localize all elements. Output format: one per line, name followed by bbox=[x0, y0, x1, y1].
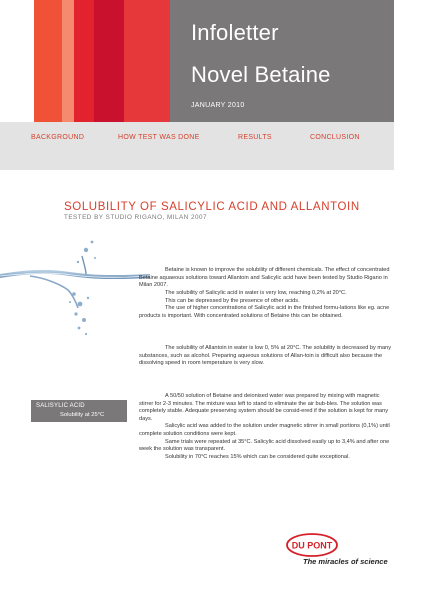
salicylic-text-1: The solubility of Salicylic acid in water is very low, reaching 0,2% at 20°C. bbox=[165, 290, 347, 296]
salicylic-text-3: The use of higher concentrations of Salicylic acid in the finished formu-lations like eg. acne products is important. With concentrated solutions of Betaine this can be obtained. bbox=[139, 305, 390, 319]
dupont-logo bbox=[286, 533, 338, 557]
issue-date: JANUARY 2010 bbox=[191, 102, 245, 109]
sidebar-box bbox=[31, 400, 127, 422]
method-text-1: A 50/50 solution of Betaine and deionised water was prepared by mixing with magnetic stirrer for 2-3 minutes. The mixture was left to stand to eliminate the air bub-bles. The solution was completely stable. Adequate preserving system should be consid-ered if the solution is kept for many days. bbox=[139, 393, 389, 422]
nav-results[interactable]: RESULTS bbox=[238, 134, 272, 141]
intro-text: Betaine is known to improve the solubility of different chemicals. The effect of concentrated Betaine aquaeous solutions toward Allantoin and Salicylic acid have been tested by Studio Rigano in Milan 2007. bbox=[139, 267, 390, 289]
stripe-red bbox=[124, 0, 170, 122]
tagline: The miracles of science bbox=[303, 557, 388, 566]
stripe-mid bbox=[74, 0, 94, 122]
method-block bbox=[139, 393, 391, 461]
stripe-light bbox=[34, 0, 62, 122]
allantoin-text: The solubility of Allantoin in water is low 0, 5% at 20°C. The solubility is decreased by many substances, such as alcohol. Preparing aqueous solutions of Allan-toin is difficult also because the dissolving speed in room temperature is very slow. bbox=[139, 345, 391, 367]
header-band bbox=[0, 0, 424, 122]
nav-how-test-was-done[interactable]: HOW TEST WAS DONE bbox=[118, 134, 200, 141]
method-text-2: Salicylic acid was added to the solution under magnetic stirrer in small portions (0,1%) until complete solution conditions were kept. bbox=[139, 423, 390, 437]
water-splash-image bbox=[0, 232, 150, 342]
nav-background[interactable]: BACKGROUND bbox=[31, 134, 85, 141]
newsletter-title: Infoletter bbox=[191, 20, 279, 45]
article-subtitle: TESTED BY STUDIO RIGANO, MILAN 2007 bbox=[64, 214, 208, 221]
salicylic-text-2: This can be depressed by the presence of other acids. bbox=[165, 297, 300, 304]
stripe-pale bbox=[62, 0, 74, 122]
intro-paragraph bbox=[139, 267, 391, 290]
salicylic-block bbox=[139, 290, 391, 320]
red-stripes bbox=[34, 0, 170, 122]
method-text-3: Same trials were repeated at 35°C. Salicylic acid dissolved easily up to 3,4% and after one week the solution was transparent. bbox=[139, 438, 390, 453]
article-title: SOLUBILITY OF SALICYLIC ACID AND ALLANTOIN bbox=[64, 201, 360, 213]
logo-text: DU PONT bbox=[291, 540, 333, 551]
method-text-4: Solubility in 70°C reaches 15% which can be considered quite exceptional. bbox=[165, 453, 350, 460]
stripe-dark bbox=[94, 0, 124, 122]
sidebar-subtitle: Solubility at 25°C bbox=[60, 412, 105, 418]
sidebar-title: SALISYLIC ACID bbox=[36, 403, 85, 409]
newsletter-subtitle: Novel Betaine bbox=[191, 62, 331, 87]
section-nav bbox=[0, 122, 394, 170]
allantoin-block bbox=[139, 345, 391, 368]
nav-conclusion[interactable]: CONCLUSION bbox=[310, 134, 360, 141]
